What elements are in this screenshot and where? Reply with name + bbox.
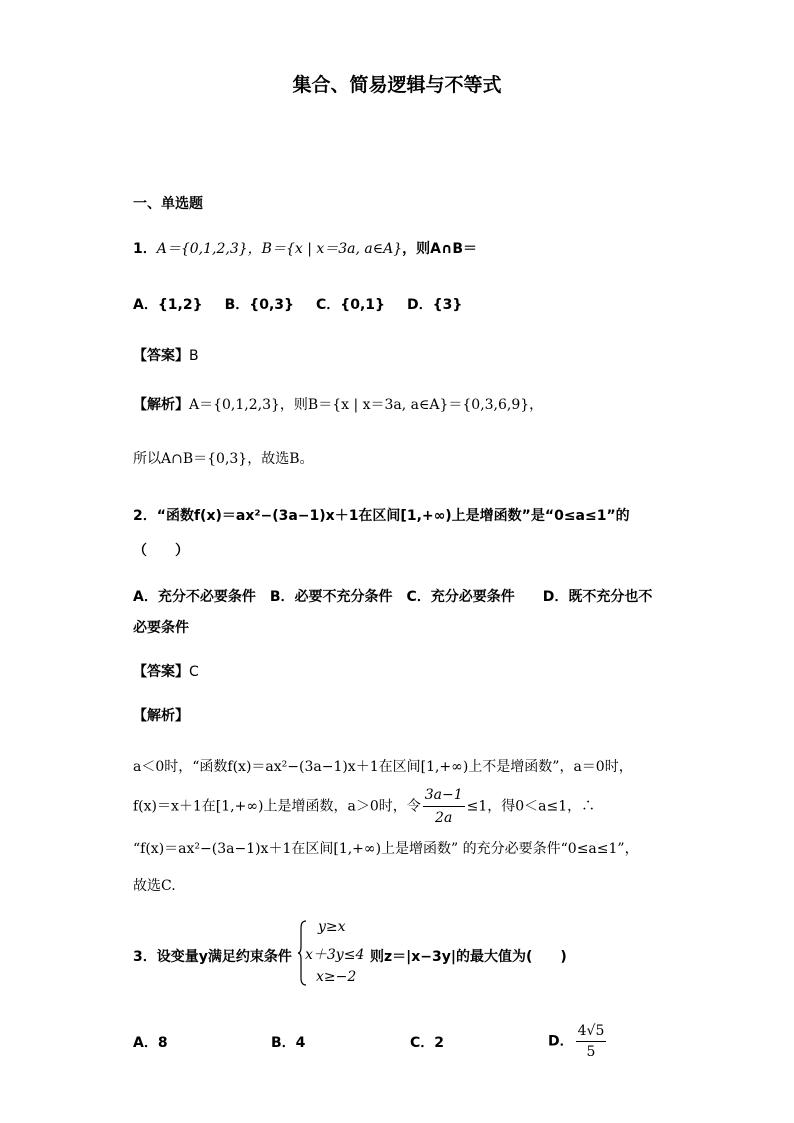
section-heading: 一、单选题 [133,196,203,212]
fraction-numerator: 4√5 [576,1022,607,1042]
analysis-tag: 【解析】 [133,708,189,724]
question-stem: A＝{0,1,2,3}，B＝{x | x＝3a, a∈A} [156,241,403,257]
option-a: A．{1,2} [133,297,203,313]
fraction-numerator: 3a−1 [423,785,465,807]
constraint-3: x≥−2 [316,969,357,985]
question-2 [133,505,630,525]
question-number: 3． [133,949,157,965]
option-b: B．{0,3} [224,297,294,313]
answer-tag: 【答案】 [133,348,189,364]
analysis-text-b: ≤1，得0＜a≤1，∴ [466,798,596,815]
answer-value: C [189,664,199,680]
option-d-label: D． [548,1033,574,1050]
question-3-stem-pre [133,946,292,966]
constraint-2: x＋3y≤4 [305,947,365,963]
answer-value: B [189,348,199,364]
fraction [423,785,465,828]
analysis-tag: 【解析】 [133,397,189,413]
q1-analysis-line-1 [133,394,543,414]
analysis-text-a: f(x)＝x＋1在[1,+∞)上是增函数，a＞0时，令 [133,798,421,815]
question-3-stem-post: 则z＝|x−3y|的最大值为( ) [370,949,567,965]
question-1 [133,238,477,258]
q1-answer [133,345,199,365]
analysis-text: A＝{0,1,2,3}，则B＝{x | x＝3a, a∈A}＝{0,3,6,9}， [189,397,544,413]
question-stem: “函数f(x)＝ax²−(3a−1)x＋1在区间[1,+∞)上是增函数”是“0≤a≤1”的 [156,508,630,524]
q3-option-c: C．2 [410,1035,445,1051]
question-stem-tail: ，则A∩B＝ [402,241,478,257]
q2-options-line-2: 必要条件 [133,620,189,636]
option-c: C．{0,1} [315,297,385,313]
q2-analysis-line-4: 故选C. [133,878,176,894]
q2-options-line-1: A．充分不必要条件 B．必要不充分条件 C．充分必要条件 D．既不充分也不 [133,589,653,605]
q2-analysis-line-1: a＜0时，“函数f(x)＝ax²−(3a−1)x＋1在区间[1,+∞)上不是增函数”，a＝0时， [133,759,633,775]
question-number: 1． [133,241,157,257]
question-stem: 设变量y满足约束条件 [156,949,292,965]
q3-option-d [548,1022,608,1061]
page-title: 集合、简易逻辑与不等式 [292,74,502,96]
fraction-denominator: 2a [435,810,453,826]
q3-option-b: B．4 [271,1035,306,1051]
answer-tag: 【答案】 [133,664,189,680]
option-d-fraction [576,1022,607,1061]
question-number: 2． [133,508,157,524]
answer-paren: （ ） [133,543,189,559]
q1-options [133,294,462,314]
constraint-1: y≥x [318,919,346,935]
fraction-denominator: 5 [586,1044,596,1060]
q2-analysis-line-2 [133,785,595,828]
q1-analysis-line-2: 所以A∩B＝{0,3}，故选B。 [133,451,314,467]
q2-analysis-line-3: “f(x)＝ax²−(3a−1)x＋1在区间[1,+∞)上是增函数” 的充分必要条件“0≤a≤1”， [133,841,639,857]
q2-answer [133,661,199,681]
option-d: D．{3} [407,297,463,313]
q3-option-a: A．8 [133,1035,168,1051]
